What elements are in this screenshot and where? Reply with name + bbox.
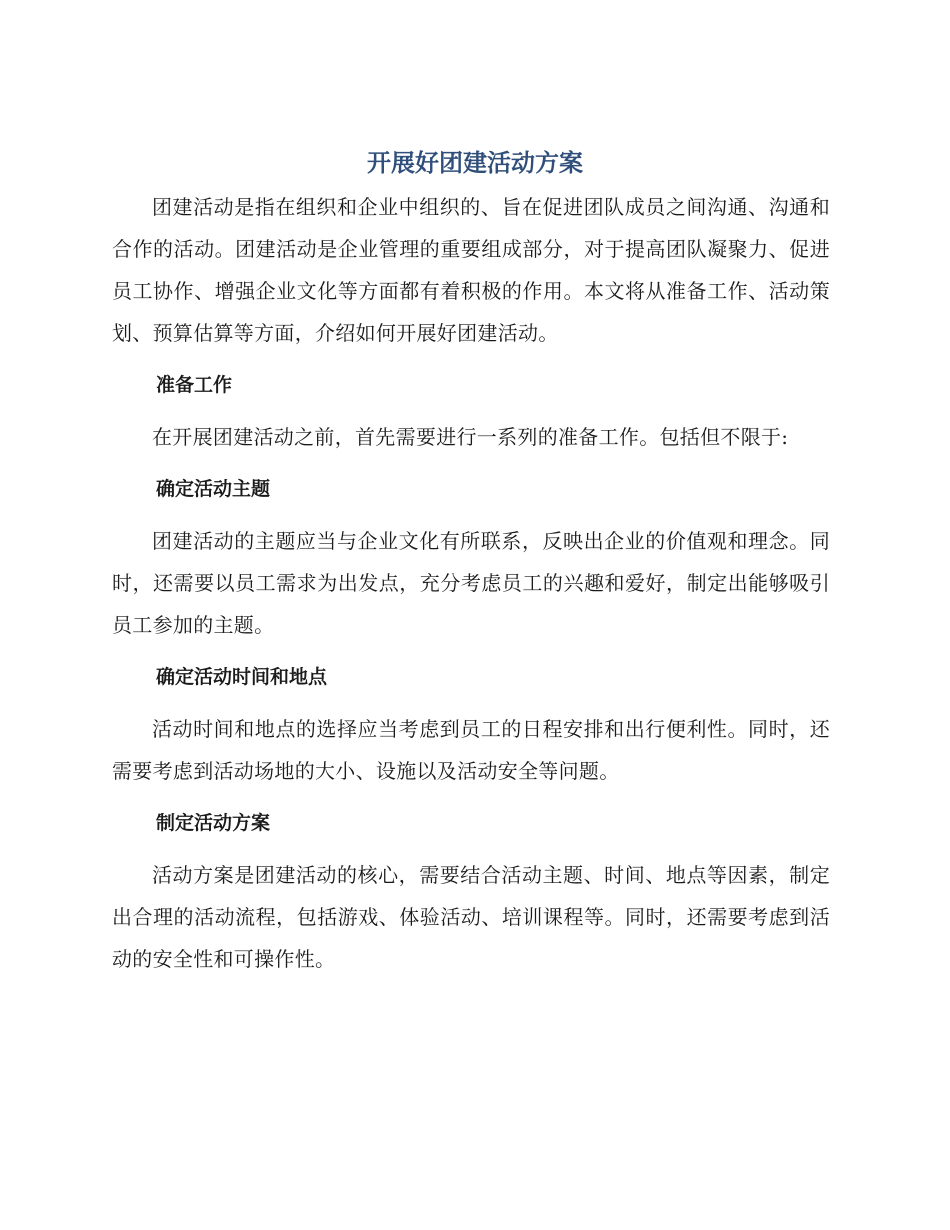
section-heading-plan: 制定活动方案 xyxy=(156,812,271,834)
document-body xyxy=(112,186,830,990)
section-heading-theme: 确定活动主题 xyxy=(156,478,271,500)
theme-paragraph: 团建活动的主题应当与企业文化有所联系，反映出企业的价值观和理念。同时，还需要以员工需求为出发点，充分考虑员工的兴趣和爱好，制定出能够吸引员工参加的主题。 xyxy=(112,529,830,637)
intro-paragraph: 团建活动是指在组织和企业中组织的、旨在促进团队成员之间沟通、沟通和合作的活动。团建活动是企业管理的重要组成部分，对于提高团队凝聚力、促进员工协作、增强企业文化等方面都有着积极的作用。本文将从准备工作、活动策划、预算估算等方面，介绍如何开展好团建活动。 xyxy=(112,195,830,345)
preparation-paragraph: 在开展团建活动之前，首先需要进行一系列的准备工作。包括但不限于: xyxy=(152,425,789,449)
plan-paragraph: 活动方案是团建活动的核心，需要结合活动主题、时间、地点等因素，制定出合理的活动流程，包括游戏、体验活动、培训课程等。同时，还需要考虑到活动的安全性和可操作性。 xyxy=(112,863,830,971)
time-location-paragraph: 活动时间和地点的选择应当考虑到员工的日程安排和出行便利性。同时，还需要考虑到活动场地的大小、设施以及活动安全等问题。 xyxy=(112,717,830,783)
section-heading-time-location: 确定活动时间和地点 xyxy=(156,666,328,688)
section-heading-preparation: 准备工作 xyxy=(156,374,233,396)
document-title: 开展好团建活动方案 xyxy=(367,149,583,177)
